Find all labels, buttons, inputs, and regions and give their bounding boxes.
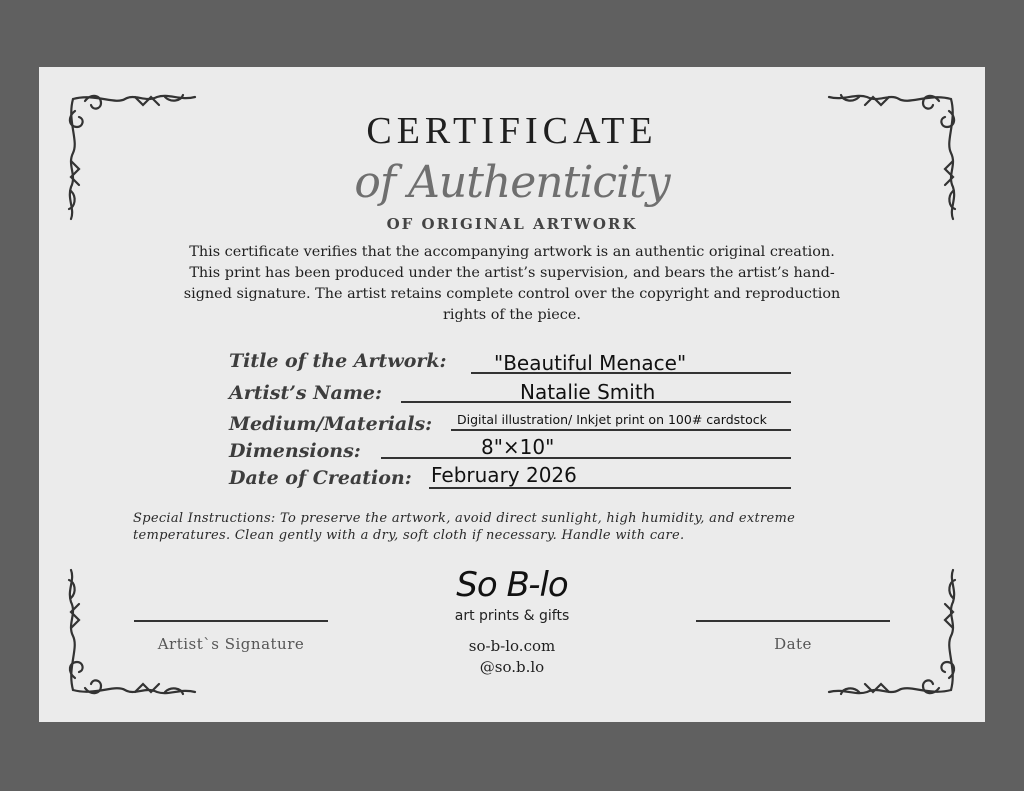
date-label: Date [774,635,812,653]
signature-label: Artist`s Signature [157,635,305,653]
creation-date-label: Date of Creation: [229,467,412,489]
certificate-card [39,67,985,722]
certificate-subtitle: OF ORIGINAL ARTWORK [386,215,638,233]
creation-date-value: February 2026 [431,463,577,487]
medium-label: Medium/Materials: [229,413,433,435]
artist-name-label: Artist’s Name: [229,382,383,404]
intro-line: rights of the piece. [443,307,581,323]
artist-name-value: Natalie Smith [520,380,656,404]
artwork-title-value: "Beautiful Menace" [494,351,687,375]
brand-website: so-b-lo.com [468,637,556,655]
brand-tagline: art prints & gifts [454,608,570,624]
creation-date-line [429,487,791,489]
dimensions-label: Dimensions: [229,440,361,462]
certificate-script-title: of Authenticity [354,157,670,208]
intro-paragraph [131,242,893,326]
brand-logo: So B-lo [456,565,568,605]
special-instructions [133,510,933,544]
medium-line [451,429,791,431]
dimensions-value: 8"×10" [481,435,555,459]
brand-handle: @so.b.lo [479,658,545,676]
special-line: temperatures. Clean gently with a dry, soft cloth if necessary. Handle with care. [133,528,685,543]
certificate-title: CERTIFICATE [366,110,658,152]
intro-line: This print has been produced under the artist’s supervision, and bears the artist’s hand- [189,265,835,281]
intro-line: This certificate verifies that the accompanying artwork is an authentic original creation. [189,244,835,260]
intro-line: signed signature. The artist retains complete control over the copyright and reproduction [183,286,841,302]
artwork-title-label: Title of the Artwork: [229,350,447,372]
dimensions-line [381,457,791,459]
medium-value: Digital illustration/ Inkjet print on 100# cardstock [457,412,767,427]
special-line: Special Instructions: To preserve the artwork, avoid direct sunlight, high humidity, and extreme [133,511,796,526]
